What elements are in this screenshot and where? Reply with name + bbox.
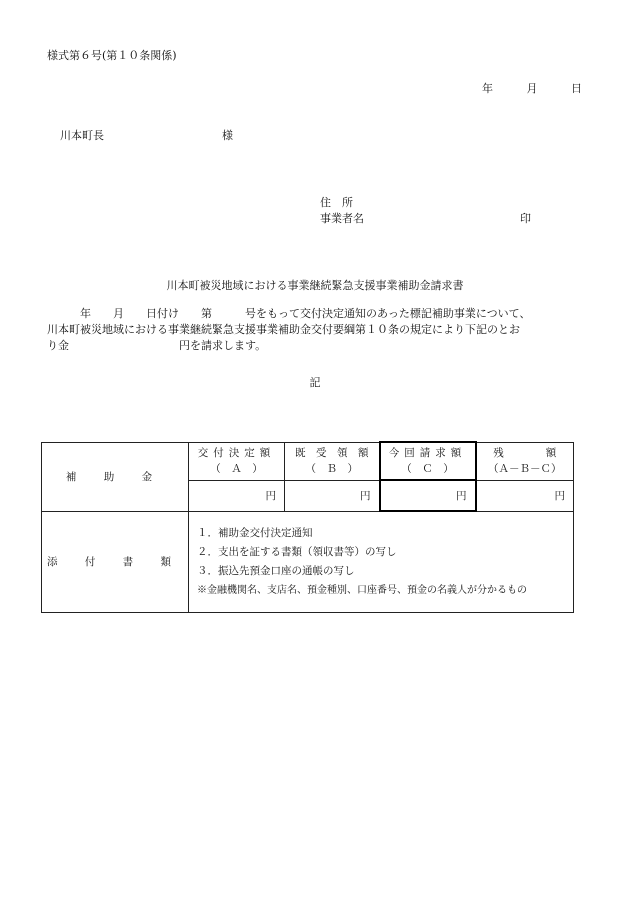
date-year: 年 bbox=[482, 82, 493, 95]
attachment-note: ※金融機関名、支店名、預金種別、口座番号、預金の名義人が分かるもの bbox=[197, 584, 527, 596]
col-a-code: （ Ａ ） bbox=[210, 463, 263, 475]
date-line bbox=[482, 80, 582, 96]
addressee-honorific: 様 bbox=[222, 129, 233, 142]
attachments-list bbox=[189, 511, 574, 612]
addressee bbox=[60, 127, 233, 143]
col-c-header bbox=[380, 442, 476, 480]
body-line-2: 川本町被災地域における事業継続緊急支援事業補助金交付要綱第１０条の規定により下記のとお bbox=[47, 323, 520, 336]
amount-b-field[interactable]: 円 bbox=[285, 480, 380, 511]
amount-d-field[interactable]: 円 bbox=[476, 480, 574, 511]
subsidy-table bbox=[41, 441, 574, 613]
date-month: 月 bbox=[526, 82, 538, 95]
col-c-code: （ Ｃ ） bbox=[401, 463, 454, 475]
attachments-label: 添 付 書 類 bbox=[42, 511, 189, 612]
col-b-header bbox=[285, 442, 380, 480]
address-label: 住 所 bbox=[320, 196, 353, 209]
col-b-name: 既 受 領 額 bbox=[295, 447, 369, 459]
col-d-header bbox=[476, 442, 574, 480]
attachment-item: ３．振込先預金口座の通帳の写し bbox=[197, 564, 355, 577]
document-title: 川本町被災地域における事業継続緊急支援事業補助金請求書 bbox=[166, 279, 464, 292]
attachment-item: １．補助金交付決定通知 bbox=[197, 526, 313, 539]
business-name-label: 事業者名 bbox=[320, 212, 364, 225]
addressee-name: 川本町長 bbox=[60, 129, 104, 142]
applicant-block bbox=[320, 194, 531, 226]
subsidy-label: 補 助 金 bbox=[42, 442, 189, 511]
col-c-name: 今回請求額 bbox=[388, 447, 467, 459]
col-d-code: （Ａ－Ｂ－Ｃ） bbox=[488, 463, 562, 475]
attachment-item: ２．支出を証する書類（領収書等）の写し bbox=[197, 545, 397, 558]
amount-a-field[interactable]: 円 bbox=[189, 480, 285, 511]
body-line-3: り金 円を請求します。 bbox=[47, 339, 267, 352]
ki-heading: 記 bbox=[309, 376, 321, 389]
request-body bbox=[47, 306, 592, 354]
body-line-1: 年 月 日付け 第 号をもって交付決定通知のあった標記補助事業について、 bbox=[47, 307, 531, 320]
amount-c-field[interactable]: 円 bbox=[380, 480, 476, 511]
form-number: 様式第６号(第１０条関係) bbox=[47, 49, 177, 62]
col-a-name: 交付決定額 bbox=[197, 447, 276, 459]
col-a-header bbox=[189, 442, 285, 480]
seal-mark: 印 bbox=[520, 212, 531, 225]
date-day: 日 bbox=[571, 82, 582, 95]
col-b-code: （ Ｂ ） bbox=[305, 463, 358, 475]
col-d-name: 残 額 bbox=[493, 447, 557, 459]
